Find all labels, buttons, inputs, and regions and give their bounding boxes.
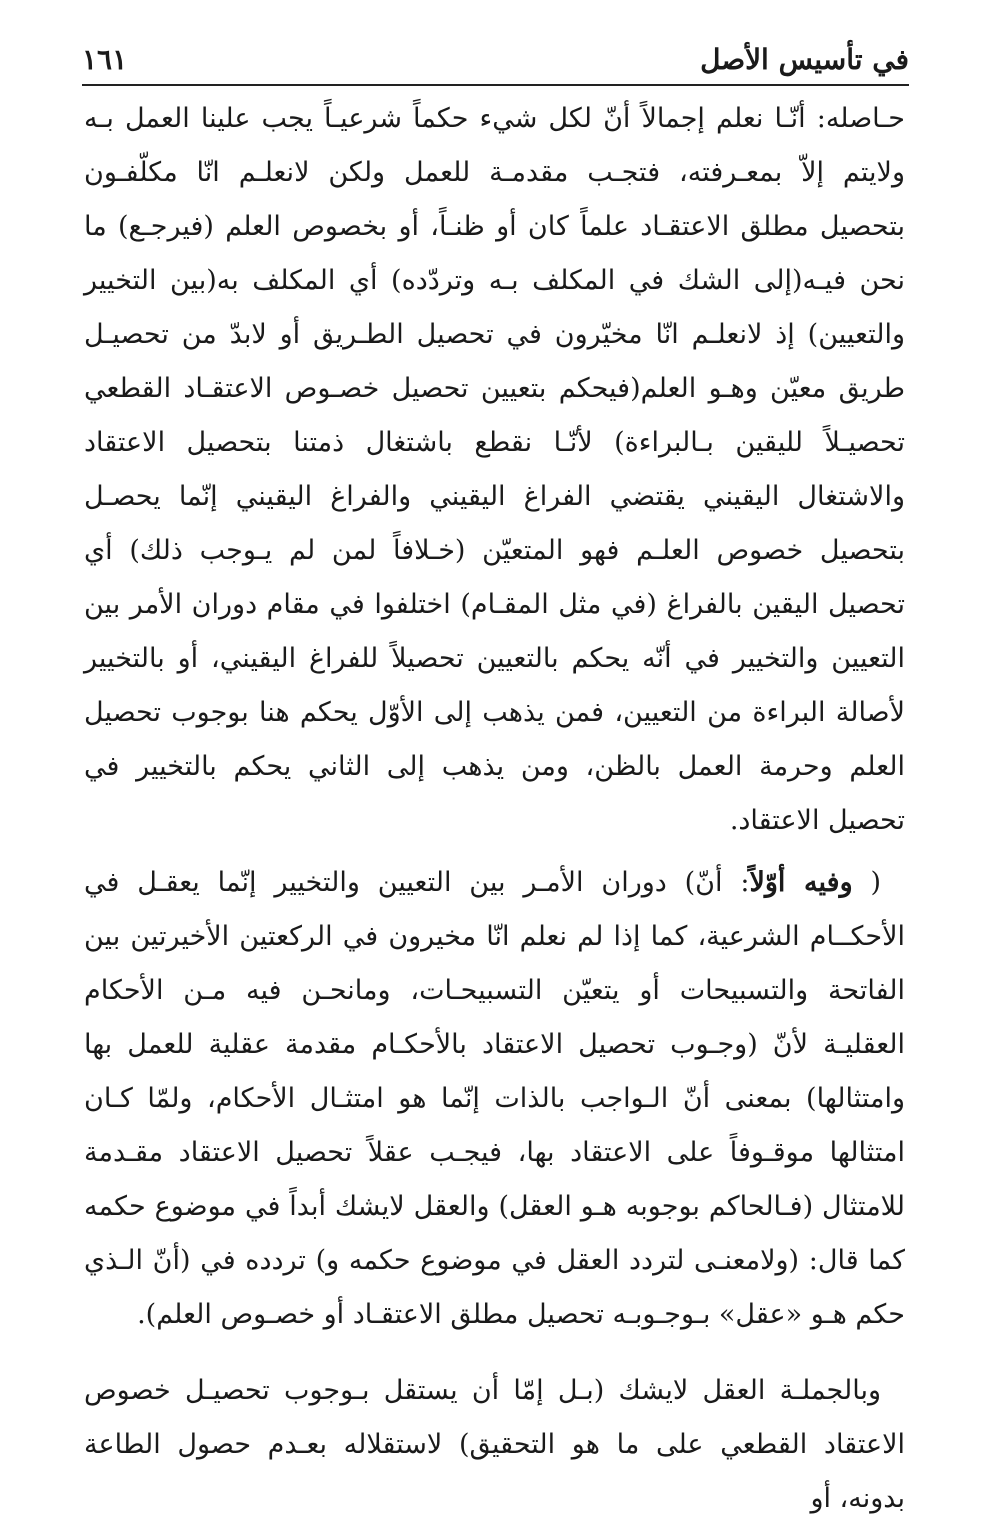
paragraph xyxy=(84,856,905,1342)
paragraph-lead-bold: وفيه أوّلاً xyxy=(749,867,853,898)
paragraph-text: حـاصله: أنّـا نعلم إجمالاً أنّ لكل شيء حكماً شرعيـاً يجب علينا العمل بـه ولايتم إلاّ بمعـرفته، فتجـب مقدمـة للعمل ولكن لانعلـم انّا مكلّفـون بتحصيل مطلق الاعتقـاد علماً كان أو ظنـاً، أو بخصوص العلم (فيرجـع) ما نحن فيـه(إلى الشك في المكلف بـه وتردّده) أي المكلف به(بين التخيير والتعيين) إذ لانعلـم انّا مخيّرون في تحصيل الطـريق أو لابدّ من تحصيـل طريق معيّن وهـو العلم(فيحكم بتعيين تحصيل خصـوص الاعتقـاد القطعي تحصيـلاً لليقين بـالبراءة) لأنّـا نقطع باشتغال ذمتنا بتحصيل الاعتقاد والاشتغال اليقيني يقتضي الفراغ اليقيني والفراغ اليقيني إنّما يحصـل بتحصيل خصوص العلـم فهو المتعيّن (خـلافاً لمن لم يـوجب ذلك) أي تحصيل اليقين بالفراغ (في مثل المقـام) اختلفوا في مقام دوران الأمر بين التعيين والتخيير في أنّه يحكم بالتعيين تحصيلاً للفراغ اليقيني، أو بالتخيير لأصالة البراءة من التعيين، فمن يذهب إلى الأوّل يحكم هنا بوجوب تحصيل العلم وحرمة العمل بالظن، ومن يذهب إلى الثاني يحكم بالتخيير في تحصيل الاعتقاد. xyxy=(84,103,905,836)
page-number: ١٦١ xyxy=(82,43,128,76)
body-text xyxy=(84,92,905,1526)
paragraph xyxy=(84,92,905,848)
page-header xyxy=(82,38,909,82)
paragraph-text: وبالجملـة العقل لايشك (بـل إمّا أن يستقل بـوجوب تحصيـل خصوص الاعتقاد القطعي على ما هو التحقيق) لاستقلاله بعـدم حصول الطاعة بدونه، أو xyxy=(84,1375,905,1514)
paragraph-text: : أنّ) دوران الأمـر بين التعيين والتخيير إنّما يعقـل في الأحكــام الشرعية، كما إذا لم نعلم انّا مخيرون في الركعتين الأخيرتين بين الفاتحة والتسبيحات أو يتعيّن التسبيحـات، ومانحـن فيه مـن الأحكام العقليـة لأنّ (وجـوب تحصيل الاعتقاد بالأحكـام مقدمة عقلية للعمل بها وامتثالها) بمعنى أنّ الـواجب بالذات إنّما هو امتثـال الأحكام، ولمّا كـان امتثالها موقـوفاً على الاعتقاد بها، فيجـب عقلاً تحصيل الاعتقاد مقـدمة للامتثال (فـالحاكم بوجوبه هـو العقل) والعقل لايشك أبداً في موضوع حكمه كما قال: (ولامعنـى لتردد العقل في موضوع حكمه و) تردده في (أنّ الـذي حكم هـو «عقل» بـوجـوبـه تحصيل مطلق الاعتقـاد أو خصـوص العلم). xyxy=(84,867,905,1330)
header-divider xyxy=(82,84,909,86)
paragraph-lead-open: ( xyxy=(852,867,881,898)
paragraph xyxy=(84,1364,905,1526)
running-title: في تأسيس الأصل xyxy=(700,43,909,76)
